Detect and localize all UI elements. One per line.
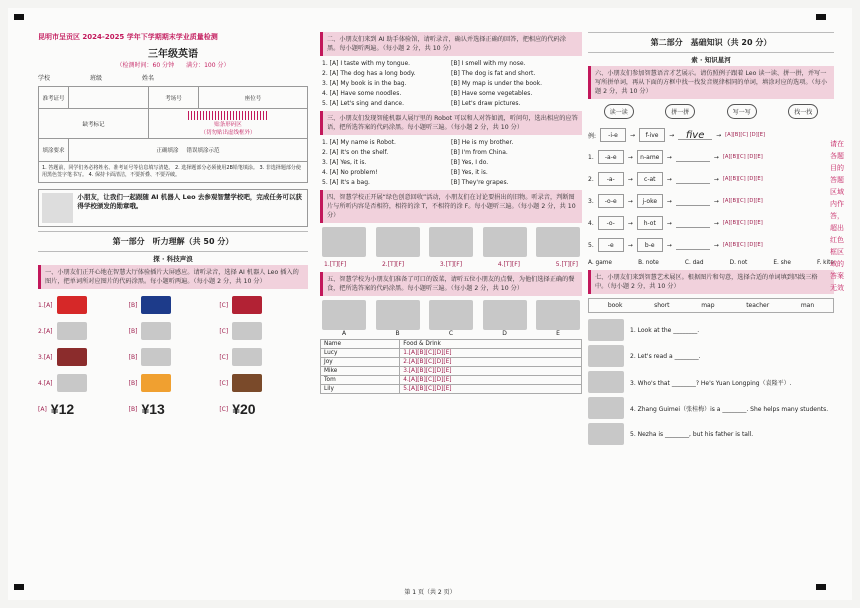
meal-a-label: A [341, 330, 347, 337]
fill-label: 填涂要求 [39, 139, 69, 161]
right-column [588, 32, 834, 447]
book-icon[interactable] [57, 348, 87, 366]
q3-2-b[interactable]: [B] I'm from China. [451, 149, 508, 156]
q7-item: 3. Who's that ________? He's Yuan Longping（袁隆平）. [588, 369, 834, 395]
example-label: 例: [588, 132, 597, 140]
correct-fill: 正确填涂 [156, 148, 179, 154]
q3-1-b[interactable]: [B] He is my brother. [451, 139, 514, 146]
example-word: five [678, 130, 712, 140]
cap-icon[interactable] [141, 322, 171, 340]
barcode-label: 贴条形码区 [214, 122, 242, 128]
q6-row: 3. -o-e → j-oke → → [A][B][C] [D][E] [588, 190, 834, 212]
price-13: ¥13 [141, 401, 165, 417]
q2-4-a[interactable]: 4. [A] Have some noodles. [322, 90, 402, 97]
meal-a-icon [322, 300, 366, 330]
q7-item: 1. Look at the ________. [588, 317, 834, 343]
part1-subtitle: 探 · 科技声浪 [153, 255, 193, 263]
part2-title: 第二部分 基础知识（共 20 分） [588, 32, 834, 53]
meal-b-label: B [395, 330, 400, 337]
q1-5-c[interactable]: [C] [219, 405, 229, 413]
man-photo [588, 371, 624, 393]
absent-mark[interactable]: 缺考标记 [39, 109, 149, 138]
exam-sheet [8, 8, 852, 600]
meal-b-icon [376, 300, 420, 330]
table-row: Joy 2.[A][B][C][D][E] [321, 358, 582, 367]
table-row: Tom 4.[A][B][C][D][E] [321, 376, 582, 385]
q2-5-a[interactable]: 5. [A] Let's sing and dance. [322, 100, 404, 107]
meal-d-icon [483, 300, 527, 330]
q3-5-a[interactable]: 5. [A] It's a bag. [322, 179, 370, 186]
answer-line[interactable] [676, 196, 710, 206]
q3-4-b[interactable]: [B] Yes, it is. [451, 169, 488, 176]
answer-line[interactable] [676, 152, 710, 162]
meal-e-label: E [556, 330, 560, 337]
side-note: 请在各题目的答题区域内作答，超出红色框区域的答案无效 [830, 140, 844, 292]
q1-instructions: 一、小朋友们正开心地在智慧大厅体验插片大屏感应。请听录音，选择 AI 机器人 Leo 插入的图片，把单词所对应图片的代码涂黑。每小题听两遍。（每小题 2 分，共 10 分） [38, 265, 308, 289]
wrong-fill: 错误填涂示范 [186, 148, 220, 154]
exam-info-box [38, 86, 308, 162]
q7-wordbank: book short map teacher man [588, 298, 834, 313]
q5-instructions: 五、智慧学校为小朋友们准备了可口的饭菜，请听五位小朋友的点餐，为他们选择正确的餐食，把所选答案的代码涂黑。每小题听三遍。（每小题 2 分，共 10 分） [320, 272, 582, 296]
page-footer: 第 1 页（共 2 页） [404, 589, 456, 596]
q7-instructions: 七、小朋友们来到智慧艺术展区。根据图片和句意，选择合适的单词填到四线三格中。（每小题 2 分，共 10 分） [588, 270, 834, 294]
ruler-icon[interactable] [232, 348, 262, 366]
boat-icon[interactable] [57, 322, 87, 340]
price-12: ¥12 [50, 401, 75, 417]
pen-icon[interactable] [141, 348, 171, 366]
class-label: 班级 [90, 75, 103, 82]
q4-4[interactable]: 4.[T][F] [497, 261, 521, 268]
col-food: Food & Drink [400, 340, 582, 349]
us-flag-icon[interactable] [232, 296, 262, 314]
q6-row: 1. -a-e → n-ame → → [A][B][C] [D][E] [588, 146, 834, 168]
exam-no-field[interactable] [69, 87, 149, 108]
q1-items: 1.[A] [B] [C] 2.[A] [B] [C] 3.[A] [B] [C] 4.[A] [B] [C] [A] ¥12 [B] ¥13 [C] ¥20 [38, 289, 308, 425]
uk-flag-icon[interactable] [141, 296, 171, 314]
part2-subtitle: 索 · 知识星河 [691, 56, 731, 64]
teacher-photo [588, 397, 624, 419]
barcode-icon [188, 111, 268, 120]
barcode-area [149, 109, 307, 138]
q5-foods [320, 296, 582, 339]
q7-item: 2. Let's read a ________. [588, 343, 834, 369]
kids-image [42, 193, 73, 223]
intro-box [38, 189, 308, 227]
meal-c-label: C [448, 330, 454, 337]
q4-pictures [320, 223, 582, 261]
map-icon [588, 319, 624, 341]
school-label: 学校 [38, 75, 51, 82]
meal-c-icon [429, 300, 473, 330]
price-20: ¥20 [232, 401, 256, 417]
exam-rules: 1. 答题前，同学们务必将姓名、准考证号等信息填写清楚。 2. 选择题部分必须使用2B铅笔填涂。 3. 非选择题部分使用黑色签字笔书写。 4. 保持卡面清洁，不要折叠、不要弄破。 [38, 162, 308, 183]
q3-instructions: 三、小朋友们发现智能机器人展厅里的 Robot 可以和人对答如流，听问句，选出相应的应答语，把所选答案的代码涂黑。每小题听三遍。（每小题 2 分，共 10 分） [320, 111, 582, 135]
package-icon [483, 227, 527, 257]
q3-3-a[interactable]: 3. [A] Yes, it is. [322, 159, 367, 166]
tires-icon [322, 227, 366, 257]
table-row: Lucy 1.[A][B][C][D][E] [321, 349, 582, 358]
q3-options [320, 135, 582, 190]
q2-2-a[interactable]: 2. [A] The dog has a long body. [322, 70, 416, 77]
middle-column [320, 32, 582, 394]
table-row: Lily 5.[A][B][C][D][E] [321, 385, 582, 394]
q4-2[interactable]: 2.[T][F] [381, 261, 405, 268]
q4-3[interactable]: 3.[T][F] [439, 261, 463, 268]
q4-answers [320, 261, 582, 272]
q2-2-b[interactable]: [B] The dog is fat and short. [451, 70, 536, 77]
china-flag-icon[interactable] [57, 296, 87, 314]
bread-icon[interactable] [232, 374, 262, 392]
q3-3-b[interactable]: [B] Yes, I do. [451, 159, 489, 166]
q6-steps [588, 99, 834, 124]
doll-icon[interactable] [232, 322, 262, 340]
q6-instructions: 六、小朋友们参加智慧语音才艺展示。请仿照例子跟着 Leo 读一读、拼一拼，并写一写所拼单词，再从下面的方框中找一找发音规律相同的单词，填涂对应的选项。（每小题 2 分，共 10 分） [588, 66, 834, 99]
meal-d-label: D [502, 330, 507, 337]
q2-1-a[interactable]: 1. [A] I taste with my tongue. [322, 60, 411, 67]
q4-instructions: 四、智慧学校正开展“绿色创意回收”活动，小朋友们在讨论要捐出的旧物。听录音，判断图片与所听内容是否相符，相符的涂 T，不相符的涂 F。每小题听三遍。（每小题 2 分，共 10 分） [320, 190, 582, 223]
q1-5-a[interactable]: [A] [38, 405, 47, 413]
q2-5-b[interactable]: [B] Let's draw pictures. [451, 100, 521, 107]
q6-options: A. game B. note C. dad D. not E. she F. kite [588, 260, 834, 266]
pencils-icon [536, 227, 580, 257]
example-choice: [A][B][C] [D][E] [725, 131, 766, 138]
q2-3-a[interactable]: 3. [A] My book is in the bag. [322, 80, 407, 87]
q3-5-b[interactable]: [B] They're grapes. [451, 179, 509, 186]
corner-mark [816, 14, 826, 20]
noodles-icon[interactable] [57, 374, 87, 392]
q6-example: 例: -i-e → f-ive → five → [A][B][C] [D][E] [588, 130, 766, 141]
seat-no-label: 座位号 [244, 95, 262, 102]
q2-instructions: 二、小朋友们来到 AI 助手体验馆，请听录音，确认并选择正确的回答，把相应的代码涂黑。每小题听两遍。（每小题 2 分，共 10 分） [320, 32, 582, 56]
answer-line[interactable] [676, 240, 710, 250]
box-icon [429, 227, 473, 257]
student-info [38, 73, 308, 82]
step-read: 读一读 [604, 104, 634, 119]
q6-row: 4. -o- → h-ot → → [A][B][C] [D][E] [588, 212, 834, 234]
table-row: Mike 3.[A][B][C][D][E] [321, 367, 582, 376]
answer-line[interactable] [676, 218, 710, 228]
intro-text: 小朋友，让我们一起跟随 AI 机器人 Leo 去参观智慧学校吧，完成任务可以获得学校颁发的勋章哦。 [77, 193, 302, 210]
barcode-note: （切勿贴出虚线框外） [200, 130, 256, 136]
answer-line[interactable] [676, 174, 710, 184]
example-spell: f-ive [639, 128, 665, 142]
book-icon [588, 345, 624, 367]
left-column [38, 32, 308, 425]
q3-1-a[interactable]: 1. [A] My name is Robot. [322, 139, 396, 146]
q3-2-a[interactable]: 2. [A] It's on the shelf. [322, 149, 389, 156]
step-find: 找一找 [788, 104, 818, 119]
q2-options [320, 56, 582, 111]
step-spell: 拼一拼 [665, 104, 695, 119]
step-write: 写一写 [727, 104, 757, 119]
time-score: （检测时间：60 分钟 满分：100 分） [116, 62, 230, 69]
juice-icon[interactable] [141, 374, 171, 392]
seat-label: 考场号 [149, 87, 199, 108]
q1-5-b[interactable]: [B] [128, 405, 138, 413]
nezha-image [588, 423, 624, 445]
q7-item: 5. Nezha is ________, but his father is tall. [588, 421, 834, 447]
q5-table [320, 339, 582, 394]
q2-4-b[interactable]: [B] Have some vegetables. [451, 90, 533, 97]
corner-mark [14, 14, 24, 20]
exam-no-label: 准考证号 [39, 87, 69, 108]
q6-row: 5. -e → b-e → → [A][B][C] [D][E] [588, 234, 834, 256]
exam-header: 昆明市呈贡区 2024-2025 学年下学期期末学业质量检测 [38, 33, 218, 41]
subject-title: 三年级英语 [148, 49, 198, 60]
q2-3-b[interactable]: [B] My map is under the book. [451, 80, 543, 87]
name-label: 姓名 [142, 75, 155, 82]
robot-icon [376, 227, 420, 257]
col-name: Name [321, 340, 400, 349]
meal-e-icon [536, 300, 580, 330]
part1-title: 第一部分 听力理解（共 50 分） [38, 231, 308, 252]
q6-row: 2. -a- → c-at → → [A][B][C] [D][E] [588, 168, 834, 190]
q2-1-b[interactable]: [B] I smell with my nose. [451, 60, 526, 67]
q7-item: 4. Zhang Guimei（张桂梅）is a ________. She helps many students. [588, 395, 834, 421]
example-pattern: -i-e [600, 128, 626, 142]
q3-4-a[interactable]: 4. [A] No problem! [322, 169, 378, 176]
q4-5[interactable]: 5.[T][F] [555, 261, 578, 268]
q4-1[interactable]: 1.[T][F] [324, 261, 347, 268]
